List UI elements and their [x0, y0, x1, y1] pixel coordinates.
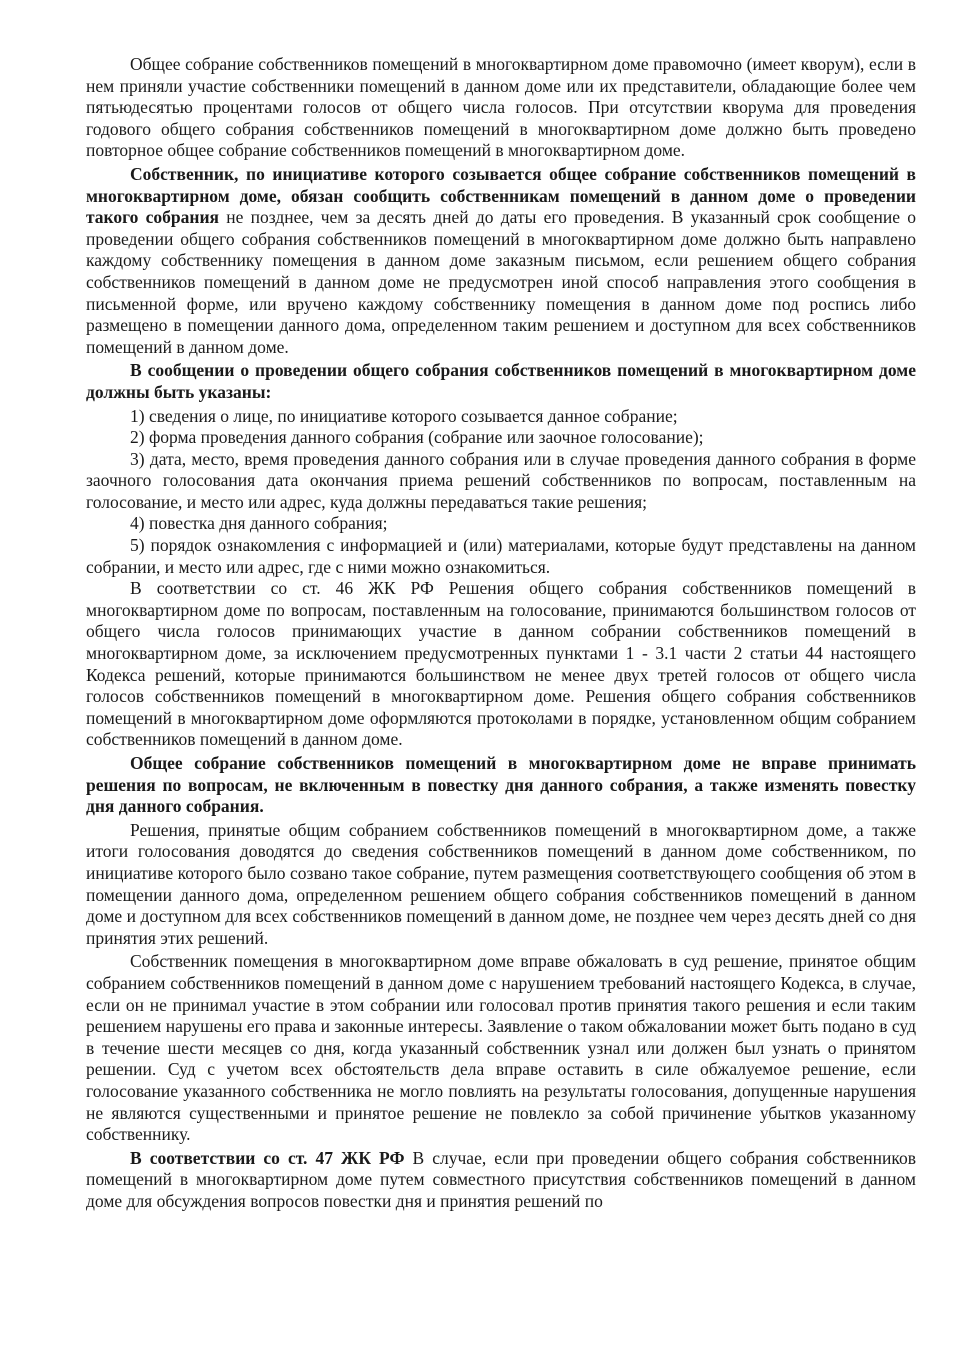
paragraph-quorum: Общее собрание собственников помещений в многоквартирном доме правомочно (имеет кворум), если в нем приняли участие собственники помещений в данном доме или их представители, обладающие более чем пятьюдесятью процентами голосов от общего числа голосов. При отсутствии кворума для проведения годового общего собрания собственников помещений в многоквартирном доме должно быть проведено повторное общее собрание собственников помещений в многоквартирном доме.	[86, 54, 916, 161]
list-item: 4) повестка дня данного собрания;	[130, 513, 388, 534]
paragraph-notice-obligation-bold: Собственник, по инициативе которого созывается общее собрание собственников помещений в многоквартирном доме, обязан сообщить собственникам помещений в данном доме о проведении такого собрания	[86, 163, 916, 228]
list-item: 5) порядок ознакомления с информацией и (или) материалами, которые будут представлены на данном собрании, и место или адрес, где с ними можно ознакомиться.	[86, 535, 916, 577]
document-page	[86, 54, 916, 1214]
paragraph-article-47	[86, 1148, 916, 1213]
paragraph-results-notification: Решения, принятые общим собранием собственников помещений в многоквартирном доме, а также итоги голосования доводятся до сведения собственников помещений в данном доме собственником, по инициативе которого было созвано такое собрание, путем размещения соответствующего сообщения об этом в помещении данного дома, определенном решением общего собрания собственников помещений в данном доме и доступном для всех собственников помещений в данном доме, не позднее чем через десять дней со дня принятия этих решений.	[86, 819, 916, 948]
paragraph-notice-obligation	[86, 164, 916, 358]
paragraph-article-46: В соответствии со ст. 46 ЖК РФ Решения общего собрания собственников помещений в многоквартирном доме по вопросам, поставленным на голосование, принимаются большинством голосов от общего числа голосов принимающих участие в данном собрании собственников помещений в многоквартирном доме, за исключением предусмотренных пунктами 1 - 3.1 части 2 статьи 44 настоящего Кодекса решений, которые принимаются большинством не менее двух третей голосов от общего числа голосов собственников помещений в многоквартирном доме. Решения общего собрания собственников помещений в многоквартирном доме оформляются протоколами в порядке, установленном общим собранием собственников помещений в данном доме.	[86, 578, 916, 750]
paragraph-notice-obligation-text: не позднее, чем за десять дней до даты его проведения. В указанный срок сообщение о проведении общего собрания собственников помещений в многоквартирном доме должно быть направлено каждому собственнику помещения в данном доме заказным письмом, если решением общего собрания собственников помещений в данном доме не предусмотрен иной способ направления этого сообщения в письменной форме, или вручено каждому собственнику помещения в данном доме под роспись либо размещено в помещении данного дома, определенном таким решением и доступном для всех собственников помещений в данном доме.	[86, 207, 916, 357]
list-item: 1) сведения о лице, по инициативе которого созывается данное собрание;	[130, 405, 678, 426]
paragraph-notice-contents-heading: В сообщении о проведении общего собрания собственников помещений в многоквартирном доме должны быть указаны:	[86, 360, 916, 402]
list-item: 2) форма проведения данного собрания (собрание или заочное голосование);	[130, 427, 704, 448]
paragraph-agenda-restriction: Общее собрание собственников помещений в многоквартирном доме не вправе принимать решения по вопросам, не включенным в повестку дня данного собрания, а также изменять повестку дня данного собрания.	[86, 753, 916, 817]
paragraph-article-47-text: В случае, если при проведении общего собрания собственников помещений в многоквартирном доме путем совместного присутствия собственников помещений в данном доме для обсуждения вопросов повестки дня и принятия решений по	[86, 1147, 916, 1211]
paragraph-appeal: Собственник помещения в многоквартирном доме вправе обжаловать в суд решение, принятое общим собранием собственников помещений в данном доме с нарушением требований настоящего Кодекса, в случае, если он не принимал участие в этом собрании или голосовал против принятия такого решения и если таким решением нарушены его права и законные интересы. Заявление о таком обжаловании может быть подано в суд в течение шести месяцев со дня, когда указанный собственник узнал или должен был узнать о принятом решении. Суд с учетом всех обстоятельств дела вправе оставить в силе обжалуемое решение, если голосование указанного собственника не могло повлиять на результаты голосования, допущенные нарушения не являются существенными и принятое решение не повлекло за собой причинение убытков указанному собственнику.	[86, 951, 916, 1145]
paragraph-article-47-bold: В соответствии со ст. 47 ЖК РФ	[130, 1147, 405, 1168]
list-item: 3) дата, место, время проведения данного собрания или в случае проведения данного собрания в форме заочного голосования дата окончания приема решений собственников по вопросам, поставленным на голосование, и место или адрес, куда должны передаваться такие решения;	[86, 448, 916, 512]
